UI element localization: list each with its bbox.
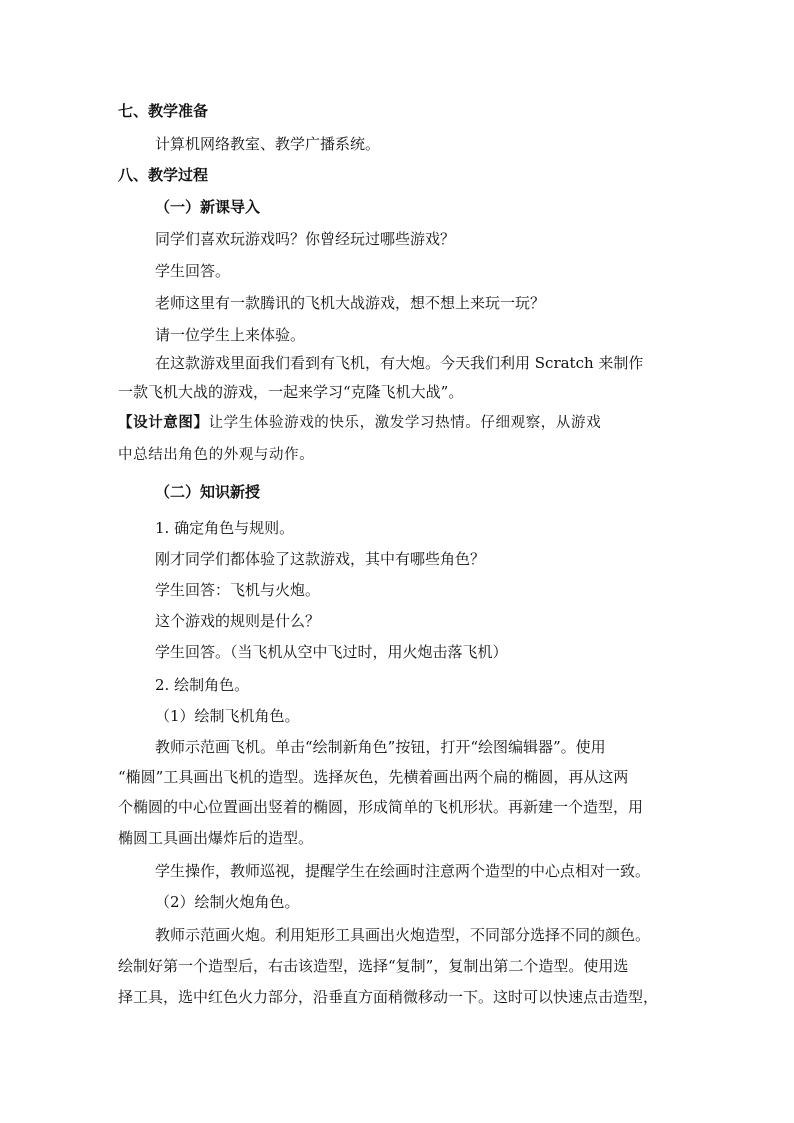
paragraph-line: 椭圆工具画出爆炸后的造型。 <box>118 829 314 847</box>
paragraph-line: （1）绘制飞机角色。 <box>155 707 300 725</box>
paragraph-line: （2）绘制火炮角色。 <box>155 893 300 911</box>
section-8-heading: 八、教学过程 <box>118 166 209 184</box>
section-7-text: 计算机网络教室、教学广播系统。 <box>155 135 381 153</box>
paragraph-line: 这个游戏的规则是什么？ <box>155 612 321 630</box>
section-7-heading: 七、教学准备 <box>118 102 209 120</box>
design-intent-text: 让学生体验游戏的快乐，激发学习热情。仔细观察，从游戏 <box>208 415 602 431</box>
paragraph-line: 学生回答：飞机与火炮。 <box>155 581 321 599</box>
paragraph-line: 学生操作，教师巡视，提醒学生在绘画时注意两个造型的中心点相对一致。 <box>155 862 651 880</box>
paragraph-line: 请一位学生上来体验。 <box>155 326 306 344</box>
paragraph-line: 同学们喜欢玩游戏吗？你曾经玩过哪些游戏？ <box>155 230 456 248</box>
paragraph-line: 老师这里有一款腾讯的飞机大战游戏，想不想上来玩一玩？ <box>155 294 546 312</box>
paragraph-line: 一款飞机大战的游戏，一起来学习“克隆飞机大战”。 <box>118 383 464 401</box>
paragraph-line: 教师示范画火炮。利用矩形工具画出火炮造型，不同部分选择不同的颜色。 <box>155 926 651 944</box>
paragraph-line: 择工具，选中红色火力部分，沿垂直方面稍微移动一下。这时可以快速点击造型， <box>118 988 659 1006</box>
paragraph-line: 刚才同学们都体验了这款游戏，其中有哪些角色？ <box>155 550 486 568</box>
paragraph-line: 教师示范画飞机。单击“绘制新角色”按钮，打开“绘图编辑器”。使用 <box>155 738 606 756</box>
subsection-1-heading: （一）新课导入 <box>155 198 261 216</box>
paragraph-line: 2. 绘制角色。 <box>155 676 250 694</box>
paragraph-line: 1. 确定角色与规则。 <box>155 519 295 537</box>
paragraph-line: “椭圆”工具画出飞机的造型。选择灰色，先横着画出两个扁的椭圆，再从这两 <box>118 768 629 786</box>
paragraph-line: 学生回答。 <box>155 262 231 280</box>
paragraph-line: 个椭圆的中心位置画出竖着的椭圆，形成简单的飞机形状。再新建一个造型，用 <box>118 798 644 816</box>
design-intent-line-2: 中总结出角色的外观与动作。 <box>118 447 315 463</box>
subsection-2-heading: （二）知识新授 <box>155 483 261 501</box>
design-intent-line-1 <box>118 413 601 433</box>
paragraph-line: 在这款游戏里面我们看到有飞机，有大炮。今天我们利用 Scratch 来制作 <box>155 354 644 372</box>
paragraph-line: 学生回答。（当飞机从空中飞过时，用火炮击落飞机） <box>155 643 508 661</box>
design-intent-label: 【设计意图】 <box>118 414 209 431</box>
paragraph-line: 绘制好第一个造型后，右击该造型，选择“复制”，复制出第二个造型。使用选 <box>118 957 629 975</box>
